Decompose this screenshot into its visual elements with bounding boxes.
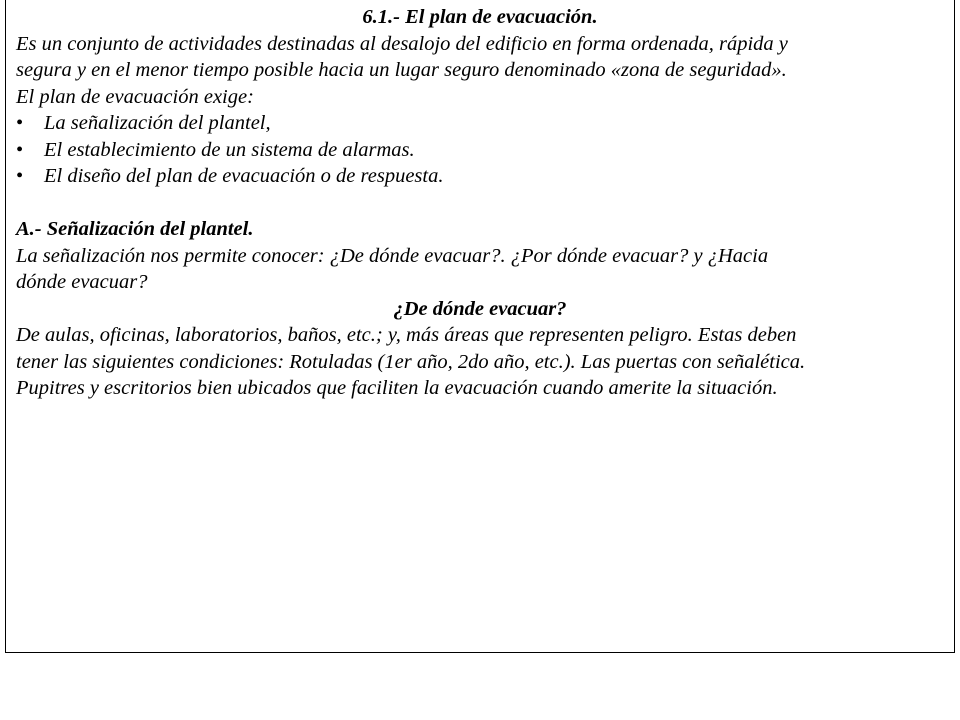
bullet-item — [16, 137, 944, 164]
intro-line-1: Es un conjunto de actividades destinadas al desalojo del edificio en forma ordenada, rápida y — [16, 32, 788, 55]
document-frame — [5, 0, 955, 653]
intro-line-3: El plan de evacuación exige: — [16, 85, 254, 108]
bullet-dot: • — [16, 112, 24, 134]
subsection-a-line-2: dónde evacuar? — [16, 271, 148, 293]
section-title: 6.1.- El plan de evacuación. — [362, 6, 598, 28]
bullet-item — [16, 163, 944, 190]
bullet-text: El diseño del plan de evacuación o de respuesta. — [44, 165, 444, 187]
bullet-text: El establecimiento de un sistema de alarmas. — [44, 138, 415, 161]
bullet-dot: • — [16, 138, 24, 161]
bullet-text: La señalización del plantel, — [44, 112, 271, 134]
bullet-dot: • — [16, 165, 24, 187]
bullet-item — [16, 110, 944, 137]
answer-line-1: De aulas, oficinas, laboratorios, baños, etc.; y, más áreas que representen peligro. Estas deben — [16, 324, 797, 346]
paragraph-spacer — [16, 190, 944, 217]
intro-line-2: segura y en el menor tiempo posible hacia un lugar seguro denominado «zona de seguridad». — [16, 59, 787, 81]
answer-line-3: Pupitres y escritorios bien ubicados que faciliten la evacuación cuando amerite la situación. — [16, 377, 778, 399]
answer-line-2: tener las siguientes condiciones: Rotuladas (1er año, 2do año, etc.). Las puertas con señalética. — [16, 350, 806, 373]
subsection-a-line-1: La señalización nos permite conocer: ¿De dónde evacuar?. ¿Por dónde evacuar? y ¿Hacia — [16, 244, 769, 267]
question-heading: ¿De dónde evacuar? — [393, 297, 567, 320]
subsection-a-heading: A.- Señalización del plantel. — [16, 218, 254, 240]
